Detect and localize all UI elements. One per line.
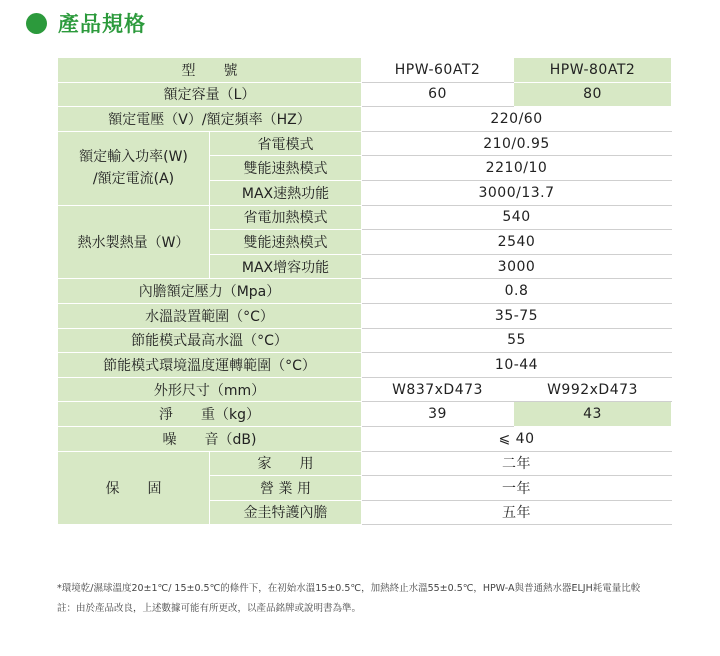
- noise-value: ⩽ 40: [362, 426, 672, 451]
- temp-range-label: 水溫設置範圍（°C）: [58, 303, 362, 328]
- power-mode-label: 雙能速熱模式: [210, 156, 362, 181]
- table-row: [58, 353, 672, 378]
- weight-60: 39: [362, 402, 514, 427]
- power-mode-label: 省電模式: [210, 131, 362, 156]
- heat-mode-value: 3000: [362, 254, 672, 279]
- temp-range-value: 35-75: [362, 303, 672, 328]
- table-row: [58, 279, 672, 304]
- warranty-item-value: 五年: [362, 500, 672, 525]
- heat-mode-value: 540: [362, 205, 672, 230]
- dimensions-80: W992xD473: [514, 377, 672, 402]
- heat-mode-label: MAX增容功能: [210, 254, 362, 279]
- bullet-dot-icon: [26, 13, 47, 34]
- voltage-label: 額定電壓（V）/額定頻率（HZ）: [58, 107, 362, 132]
- heat-mode-label: 雙能速熱模式: [210, 230, 362, 255]
- warranty-label: 保 固: [58, 451, 210, 525]
- footnote-disclaimer: 註：由於產品改良，上述數據可能有所更改，以產品銘牌或說明書為準。: [57, 603, 362, 614]
- table-row: [58, 328, 672, 353]
- model-label: 型 號: [58, 58, 362, 83]
- ambient-value: 10-44: [362, 353, 672, 378]
- model-60: HPW-60AT2: [362, 58, 514, 83]
- warranty-item-label: 營 業 用: [210, 476, 362, 501]
- footnotes: [57, 582, 677, 622]
- table-row: [58, 303, 672, 328]
- heat-mode-label: 省電加熱模式: [210, 205, 362, 230]
- weight-label: 淨 重（kg）: [58, 402, 362, 427]
- model-80: HPW-80AT2: [514, 58, 672, 83]
- table-row: [58, 451, 672, 476]
- max-temp-label: 節能模式最高水溫（°C）: [58, 328, 362, 353]
- table-row: [58, 107, 672, 132]
- heat-mode-value: 2540: [362, 230, 672, 255]
- power-mode-value: 2210/10: [362, 156, 672, 181]
- pressure-label: 內膽額定壓力（Mpa）: [58, 279, 362, 304]
- heat-output-label: 熱水製熱量（W）: [58, 205, 210, 279]
- noise-label: 噪 音（dB): [58, 426, 362, 451]
- max-temp-value: 55: [362, 328, 672, 353]
- power-mode-value: 210/0.95: [362, 131, 672, 156]
- table-row: [58, 205, 672, 230]
- weight-80: 43: [514, 402, 672, 427]
- dimensions-60: W837xD473: [362, 377, 514, 402]
- pressure-value: 0.8: [362, 279, 672, 304]
- footnote-test-conditions: *環境乾/濕球溫度20±1℃/ 15±0.5℃的條件下，在初始水溫15±0.5℃，加熱終止水溫55±0.5℃，HPW-A與普通熱水器ELJH耗電量比較: [57, 583, 641, 594]
- warranty-item-label: 家 用: [210, 451, 362, 476]
- dimensions-label: 外形尺寸（mm）: [58, 377, 362, 402]
- table-row: [58, 426, 672, 451]
- capacity-label: 額定容量（L）: [58, 82, 362, 107]
- warranty-item-value: 二年: [362, 451, 672, 476]
- capacity-60: 60: [362, 82, 514, 107]
- power-input-label: 額定輸入功率(W) /額定電流(A): [58, 131, 210, 205]
- table-row: [58, 82, 672, 107]
- section-header: [26, 8, 146, 38]
- capacity-80: 80: [514, 82, 672, 107]
- power-mode-value: 3000/13.7: [362, 180, 672, 205]
- table-row: [58, 377, 672, 402]
- spec-table: [57, 57, 672, 525]
- section-title: 產品規格: [58, 12, 146, 36]
- ambient-label: 節能模式環境溫度運轉範圍（°C）: [58, 353, 362, 378]
- power-mode-label: MAX速熱功能: [210, 180, 362, 205]
- table-row: [58, 402, 672, 427]
- warranty-item-value: 一年: [362, 476, 672, 501]
- table-row: [58, 58, 672, 83]
- warranty-item-label: 金圭特護內膽: [210, 500, 362, 525]
- voltage-value: 220/60: [362, 107, 672, 132]
- table-row: [58, 131, 672, 156]
